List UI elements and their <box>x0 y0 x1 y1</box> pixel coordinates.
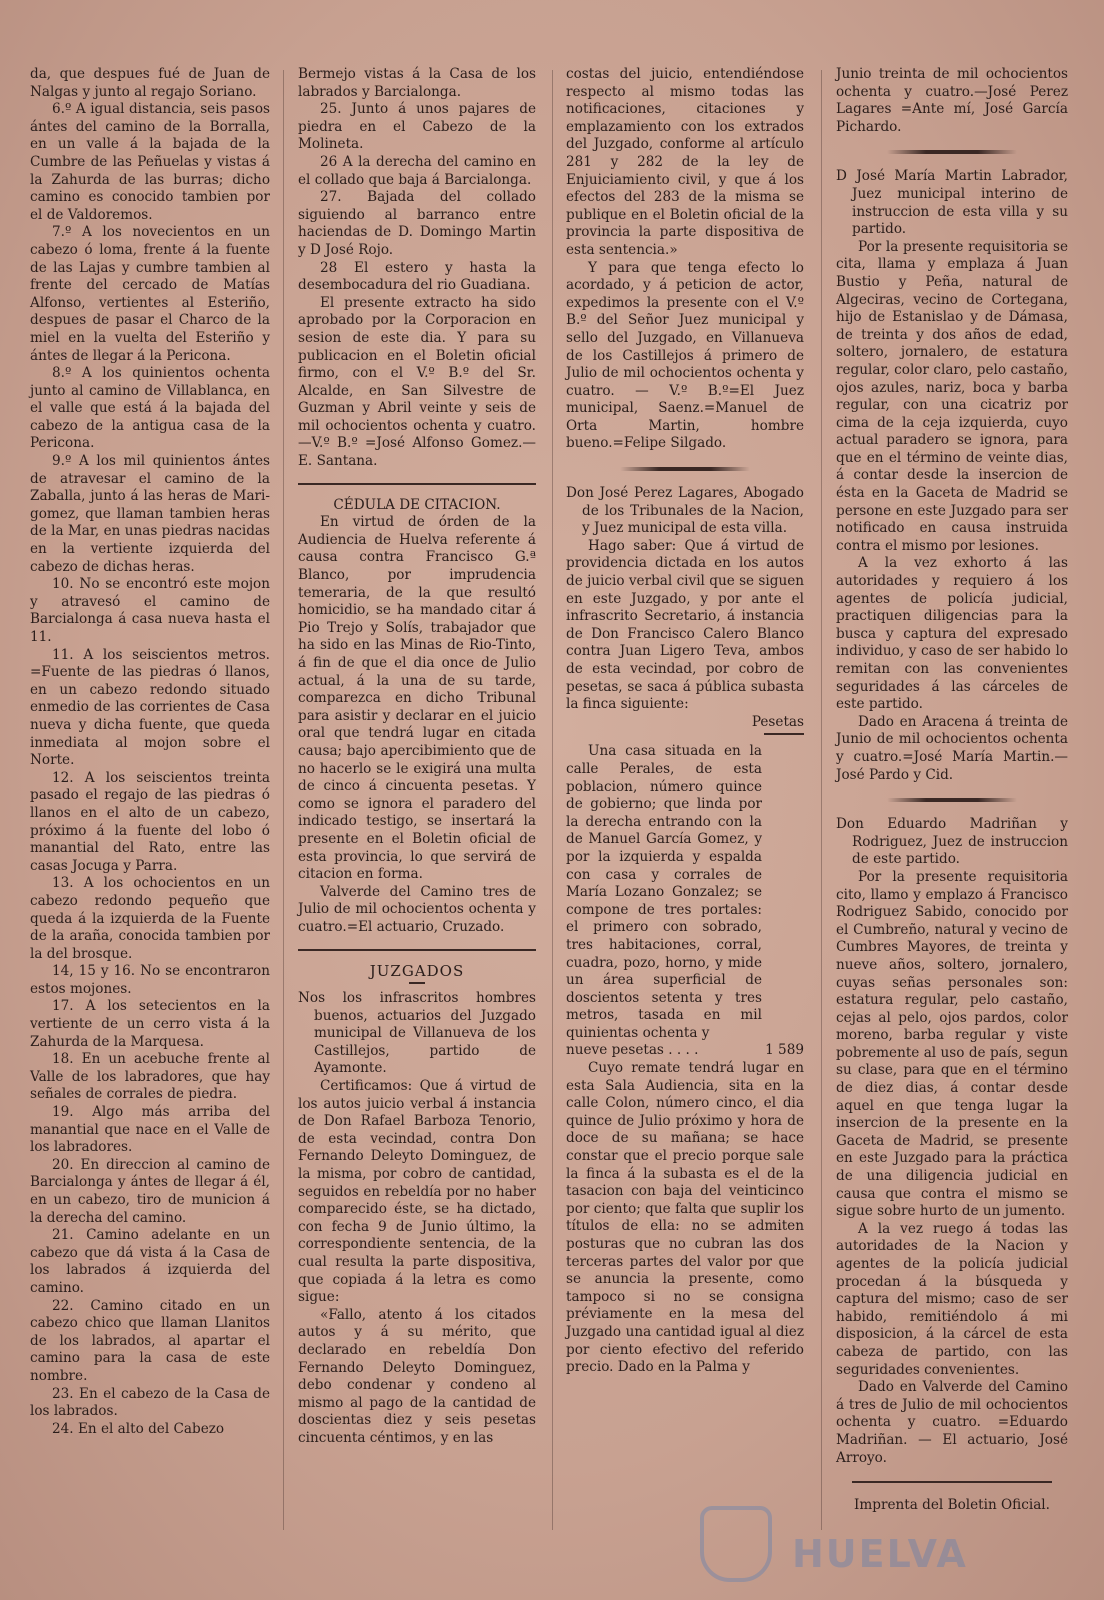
paragraph: El presente extracto ha sido aprobado por la Corporacion en sesion de este dia. Y para su publicacion en el Boletin oficial firmo, con el V.º B.º del Sr. Alcalde, en San Silvestre de Guzman y Abril veinte y seis de mil ochocientos ochenta y cuatro.—V.º B.º =José Alfonso Gomez.—E. Santana. <box>298 294 536 470</box>
column-2 <box>298 66 536 1448</box>
boundary-item: 20. En direccion al camino de Barcialonga y ántes de llegar á él, en un cabezo, tiro de municion á la derecha del camino. <box>30 1156 270 1226</box>
ornament-rule <box>887 798 1017 802</box>
boundary-item: 27. Bajada del collado siguiendo al barranco entre haciendas de D. Domingo Martin y D José Rojo. <box>298 189 536 258</box>
column-divider <box>552 70 553 1530</box>
notice-header: Don Eduardo Madriñan y Rodriguez, Juez de instruccion de este partido. <box>836 816 1068 868</box>
imprint: Imprenta del Boletin Oficial. <box>854 1497 1050 1514</box>
boundary-item: 14, 15 y 16. No se encontraron estos mojones. <box>30 963 270 997</box>
boundary-item: 18. En un acebuche frente al Valle de los labradores, que hay señales de corrales de piedra. <box>30 1051 270 1103</box>
boundary-item: 12. A los seiscientos treinta pasado el regajo de las piedras ó llanos en el alto de un cabezo, próximo á la fuente del lobo ó manantial del Rato, entre las casas Jocuga y Parra. <box>30 769 270 874</box>
boundary-item: 11. A los seiscientos metros. =Fuente de las piedras ó llanos, en un cabezo redondo situado enmedio de las corrientes de Casa nueva y dicha fuente, que queda inmediata al mojon sobre el Norte. <box>30 646 270 769</box>
boundary-item: 22. Camino citado en un cabezo chico que llaman Llanitos de los labrados, al apartar el camino para la casa de este nombre. <box>30 1297 270 1384</box>
section-rule <box>852 1481 1052 1483</box>
boundary-item: 17. A los setecientos en la vertiente de un cerro vista á la Zahurda de la Marquesa. <box>30 998 270 1050</box>
ornament-rule <box>620 467 750 471</box>
boundary-item: 28 El estero y hasta la desembocadura del rio Guadiana. <box>298 259 536 294</box>
property-description: Una casa situada en la calle Perales, de esta poblacion, número quince de gobierno; que linda por la derecha entrando con la de Manuel García Gomez, y por la izquierda y espalda con casa y corrales de María Lozano Gonzalez; se compone de tres portales: el primero con sobrado, tres habitaciones, corral, cuadra, pozo, horno, y mide un área superficial de doscientos setenta y tres metros, tasada en mil quinientas ochenta y <box>566 743 762 1041</box>
paragraph: da, que despues fué de Juan de Nalgas y junto al regajo Soriano. <box>30 66 270 100</box>
section-title-juzgados: JUZGADOS <box>369 961 465 980</box>
paragraph: Valverde del Camino tres de Julio de mil ochocientos ochenta y cuatro.=El actuario, Cruzado. <box>298 883 536 935</box>
paragraph: Bermejo vistas á la Casa de los labrados y Barcialonga. <box>298 66 536 100</box>
paragraph: Dado en Valverde del Camino á tres de Julio de mil ochocientos ochenta y cuatro. =Eduardo Madriñan. — El actuario, José Arroyo. <box>836 1379 1068 1466</box>
boundary-item: 6.º A igual distancia, seis pasos ántes del camino de la Borralla, en un valle á la bajada de la Cumbre de las Peñuelas y vistas á la Zahurda de las burras; dicho camino es conocido tambien por el de Valdoremos. <box>30 101 270 223</box>
notice-header: Don José Perez Lagares, Abogado de los Tribunales de la Nacion, y Juez municipal de esta villa. <box>566 485 804 537</box>
column-1 <box>30 66 270 1438</box>
pesetas-label: Pesetas <box>751 713 804 730</box>
notice-header: Nos los infrascritos hombres buenos, actuarios del Juzgado municipal de Villanueva de los Castillejos, partido de Ayamonte. <box>298 990 536 1077</box>
property-amount-line <box>566 1042 804 1060</box>
property-amount: 1 589 <box>765 1042 804 1059</box>
boundary-item: 9.º A los mil quinientos ántes de atravesar el camino de la Zaballa, junto á las heras de Mari-gomez, que llaman tambien heras de la Mar, en unas piedras nacidas en la vertiente izquierda del cabezo de dichas heras. <box>30 453 270 575</box>
boundary-item: 21. Camino adelante en un cabezo que dá vista á la Casa de los labrados á izquierda del camino. <box>30 1227 270 1296</box>
paragraph: A la vez ruego á todas las autoridades de la Nacion y agentes de la policía judicial procedan á la búsqueda y captura del mismo; caso de ser habido, remitiéndolo á mi disposicion, á la cárcel de esta cabeza de partido, con las seguridades convenientes. <box>836 1220 1068 1378</box>
pesetas-rule <box>764 733 804 735</box>
section-rule <box>298 949 536 951</box>
column-3 <box>566 66 804 1377</box>
watermark-word: HUELVA <box>792 1532 968 1576</box>
boundary-item: 26 A la derecha del camino en el collado que baja á Barcialonga. <box>298 153 536 188</box>
paragraph: Hago saber: Que á virtud de providencia dictada en los autos de juicio verbal civil que se siguen en este Juzgado, y por ante el infrascrito Secretario, á instancia de Don Francisco Calero Blanco contra Juan Ligero Teva, ambos de esta vecindad, por cobro de pesetas, se saca á pública subasta la finca siguiente: <box>566 537 804 713</box>
column-4 <box>836 66 1068 1515</box>
paragraph: «Fallo, atento á los citados autos y á su mérito, que declarado en rebeldía Don Fernando Deleyto Dominguez, debo condenar y condeno al mismo al pago de la cantidad de doscientas diez y seis pesetas cincuenta céntimos, y en las <box>298 1306 536 1446</box>
boundary-item: 10. No se encontró este mojon y atravesó el camino de Barcialonga á casa nueva hasta el 11. <box>30 576 270 645</box>
boundary-item: 25. Junto á unos pajares de piedra en el Cabezo de la Molineta. <box>298 101 536 153</box>
paragraph: Junio treinta de mil ochocientos ochenta y cuatro.—José Perez Lagares =Ante mí, José García Pichardo. <box>836 66 1068 135</box>
property-description-end: nueve pesetas . . . . <box>566 1042 699 1059</box>
boundary-item: 24. En el alto del Cabezo <box>52 1420 225 1437</box>
boundary-item: 23. En el cabezo de la Casa de los labrados. <box>30 1385 270 1420</box>
paragraph: Por la presente requisitoria cito, llamo y emplazo á Francisco Rodriguez Sabido, conocido por el Cumbreño, natural y vecino de Cumbres Mayores, de treinta y nueve años, soltero, jornalero, cuyas señas personales son: estatura regular, pelo castaño, cejas al pelo, ojos pardos, color moreno, barba regular y viste pobremente al uso de país, segun su clase, para que en el término de diez dias, á contar desde aquel en que tenga lugar la insercion de la presente en la Gaceta de Madrid, se presente en este Juzgado para la práctica de una diligencia judicial en causa que contra el mismo se sigue sobre hurto de un jumento. <box>836 868 1068 1220</box>
ornament-rule <box>887 150 1017 154</box>
boundary-item: 13. A los ochocientos en un cabezo redondo pequeño que queda á la izquierda de la Fuente de la araña, conocida tambien por la del brosque. <box>30 875 270 962</box>
paragraph: costas del juicio, entendiéndose respecto al mismo todas las notificaciones, citaciones y emplazamiento con los extrados del Juzgado, conforme al artículo 281 y 282 de la ley de Enjuiciamiento civil, y que á los efectos del 283 de la misma se publique en el Boletin oficial de la provincia la parte dispositiva de esta sentencia.» <box>566 66 804 258</box>
column-divider <box>283 70 284 1530</box>
seal-icon <box>700 1506 772 1582</box>
paragraph: Cuyo remate tendrá lugar en esta Sala Audiencia, sita en la calle Colon, número cinco, el dia quince de Julio próximo y hora de doce de su mañana; se hace constar que el precio porque sale la finca á la subasta es el de la tasacion con baja del veinticinco por ciento; que falta que suplir los títulos de ella: no se admiten posturas que no cubran las dos terceras partes del valor por que se anuncia la presente, como tampoco si no se consigna préviamente en la mesa del Juzgado una cantidad igual al diez por ciento efectivo del referido precio. Dado en la Palma y <box>566 1060 804 1376</box>
paragraph: A la vez exhorto á las autoridades y requiero á los agentes de policía judicial, practiquen diligencias para la busca y captura del expresado individuo, y caso de ser habido lo remitan con las convenientes seguridades á las cárceles de este partido. <box>836 555 1068 713</box>
paragraph: Certificamos: Que á virtud de los autos juicio verbal á instancia de Don Rafael Barboza Tenorio, de esta vecindad, contra Don Fernando Deleyto Dominguez, de la misma, por cobro de cantidad, seguidos en rebeldía por no haber comparecido éste, se ha dictado, con fecha 9 de Junio último, la correspondiente sentencia, de la cual resulta la parte dispositiva, que copiada á la letra es como sigue: <box>298 1078 536 1306</box>
boundary-item: 19. Algo más arriba del manantial que nace en el Valle de los labradores. <box>30 1104 270 1156</box>
notice-header: D José María Martin Labrador, Juez municipal interino de instruccion de esta villa y su partido. <box>836 168 1068 238</box>
archive-watermark <box>700 1500 1030 1584</box>
paragraph: Y para que tenga efecto lo acordado, y á peticion de actor, expedimos la presente con el V.º B.º del Señor Juez municipal y sello del Juzgado, en Villanueva de los Castillejos á primero de Julio de mil ochocientos ochenta y cuatro. — V.º B.º=El Juez municipal, Saenz.=Manuel de Orta Martin, hombre bueno.=Felipe Silgado. <box>566 259 804 452</box>
boundary-item: 8.º A los quinientos ochenta junto al camino de Villablanca, en el valle que está á la bajada del cabezo de la antigua casa de la Pericona. <box>30 365 270 452</box>
title-dash <box>409 982 425 984</box>
section-rule <box>298 483 536 485</box>
paragraph: Dado en Aracena á treinta de Junio de mil ochocientos ochenta y cuatro.=José María Martin.— José Pardo y Cid. <box>836 713 1068 783</box>
section-title-cedula: CÉDULA DE CITACION. <box>333 496 501 513</box>
column-divider <box>821 70 822 1530</box>
boundary-item: 7.º A los novecientos en un cabezo ó loma, frente á la fuente de las Lajas y cumbre tambien al frente del cercado de Matías Alfonso, vertientes al Esteriño, despues de pasar el Charco de la miel en la vuelta del Esteriño y ántes de llegar á la Pericona. <box>30 224 270 364</box>
paragraph: Por la presente requisitoria se cita, llama y emplaza á Juan Bustio y Peña, natural de Algeciras, vecino de Cortegana, hijo de Estanislao y de Dámasa, de treinta y dos años de edad, soltero, jornalero, de estatura regular, color claro, pelo castaño, ojos azules, nariz, boca y barba regular, con una cicatriz por cima de la ceja izquierda, cuyo actual paradero se ignora, para que en el término de veinte dias, á contar desde la insercion de ésta en la Gaceta de Madrid se persone en este Juzgado para ser notificado en causa instruida contra el mismo por lesiones. <box>836 238 1068 554</box>
paragraph: En virtud de órden de la Audiencia de Huelva referente á causa contra Francisco G.ª Blanco, por imprudencia temeraria, de la que resultó homicidio, se ha mandado citar á Pio Trejo y Solís, trabajador que ha sido en las Minas de Rio-Tinto, á fin de que el dia once de Julio actual, á la una de su tarde, comparezca en dicho Tribunal para asistir y declarar en el juicio oral que tendrá lugar en citada causa; bajo apercibimiento que de no hacerlo se le exigirá una multa de cinco á cincuenta pesetas. Y como se ignora el paradero del indicado testigo, se insertará la presente en el Boletin oficial de esta provincia, lo que servirá de citacion en forma. <box>298 514 536 883</box>
